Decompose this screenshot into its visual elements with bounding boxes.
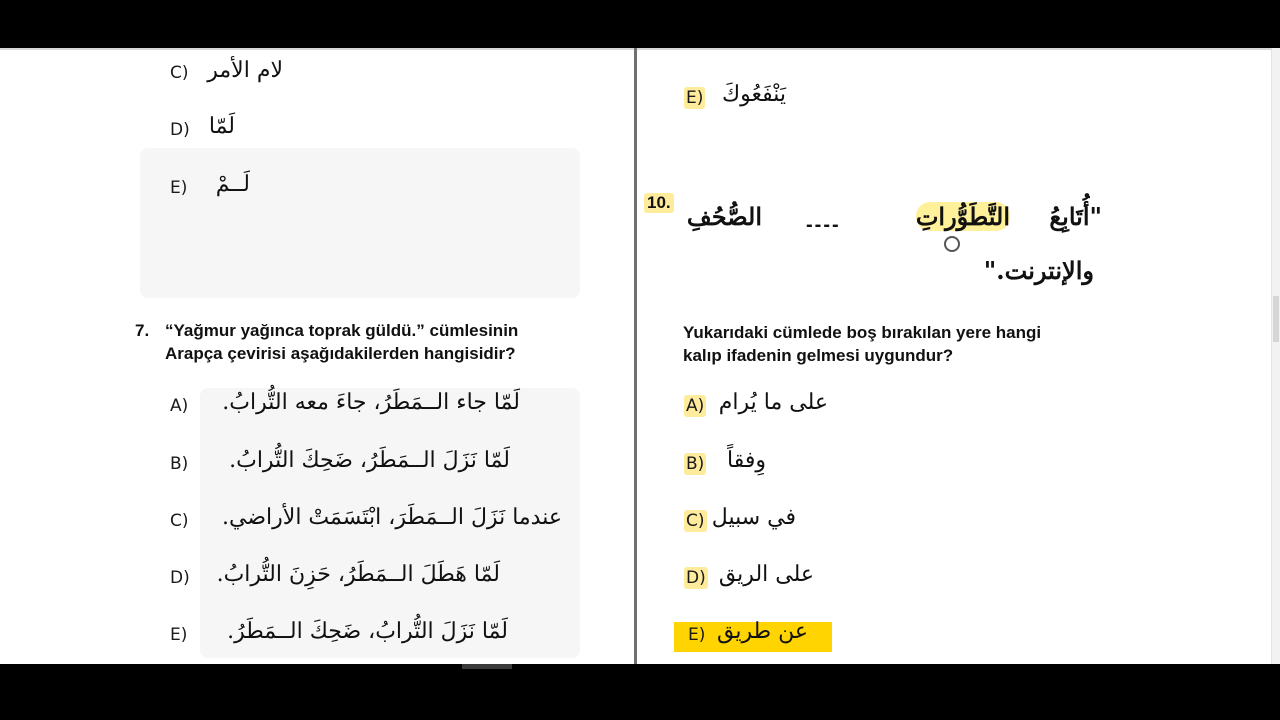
stem-word: "أُتَابِعُ <box>1049 202 1102 231</box>
q7-option-d-label: D) <box>170 568 190 588</box>
faint-background-shape <box>140 148 580 298</box>
top-edge-line <box>0 48 1280 50</box>
q10-option-a-label: A) <box>686 396 705 416</box>
option-text: لام الأمر <box>207 58 283 83</box>
option-label: E) <box>170 178 188 198</box>
q7-option-c-text: عندما نَزَلَ الــمَطَرَ، ابْتَسَمَتْ الأراضي. <box>222 505 562 530</box>
top-black-bar <box>0 0 1280 48</box>
question-line: kalıp ifadenin gelmesi uygundur? <box>683 346 954 365</box>
q10-option-d-text: على الريق <box>718 562 814 587</box>
q7-option-d-text: لَمّا هَطَلَ الــمَطَرُ، حَزِنَ التُّرابُ. <box>216 562 500 587</box>
q10-option-e-text: عن طريق <box>717 619 808 644</box>
q10-option-c-text: في سبيل <box>711 505 796 530</box>
blank-dashes: ---- <box>806 214 841 236</box>
q10-option-e-label: E) <box>688 625 706 645</box>
mouse-cursor-icon <box>944 236 960 252</box>
option-text: يَنْفَعُوكَ <box>721 82 786 107</box>
bottom-black-bar <box>0 664 1280 720</box>
q7-option-a-label: A) <box>170 396 189 416</box>
q7-option-c-label: C) <box>170 511 189 531</box>
highlighted-word: التَّطَوُّراتِ <box>915 202 1010 231</box>
q7-option-e-text: لَمّا نَزَلَ التُّرابُ، ضَحِكَ الــمَطَرُ. <box>227 619 508 644</box>
column-divider <box>634 48 637 664</box>
document-page <box>0 48 1280 664</box>
option-text: لَــمْ <box>215 172 250 197</box>
question-line: “Yağmur yağınca toprak güldü.” cümlesinin <box>165 321 519 340</box>
q7-option-a-text: لَمّا جاء الــمَطَرُ، جاءَ معه التُّرابُ. <box>222 390 520 415</box>
option-label: C) <box>170 63 189 83</box>
stem-line: والإنترنت." <box>983 256 1094 285</box>
q10-option-c-label: C) <box>686 511 705 531</box>
vertical-scrollbar[interactable] <box>1271 48 1280 664</box>
q7-option-e-label: E) <box>170 625 188 645</box>
q10-option-b-text: وِفقاً <box>727 448 766 473</box>
bottom-tab-indicator <box>462 664 512 669</box>
question-line: Arapça çevirisi aşağıdakilerden hangisidir? <box>165 344 516 363</box>
q10-option-a-text: على ما يُرام <box>718 390 828 415</box>
question-number: 7. <box>135 321 150 340</box>
stem-word: الصُّحُفِ <box>686 202 762 231</box>
q10-option-b-label: B) <box>686 454 705 474</box>
option-label: D) <box>170 120 190 140</box>
q10-option-d-label: D) <box>686 568 706 588</box>
option-text: لَمّا <box>208 114 235 139</box>
q7-option-b-label: B) <box>170 454 189 474</box>
option-label: E) <box>686 88 704 108</box>
q7-option-b-text: لَمّا نَزَلَ الــمَطَرُ، ضَحِكَ التُّرابُ. <box>229 448 510 473</box>
question-line: Yukarıdaki cümlede boş bırakılan yere hangi <box>683 323 1042 342</box>
question-number: 10. <box>644 193 674 213</box>
scrollbar-thumb[interactable] <box>1273 296 1279 342</box>
